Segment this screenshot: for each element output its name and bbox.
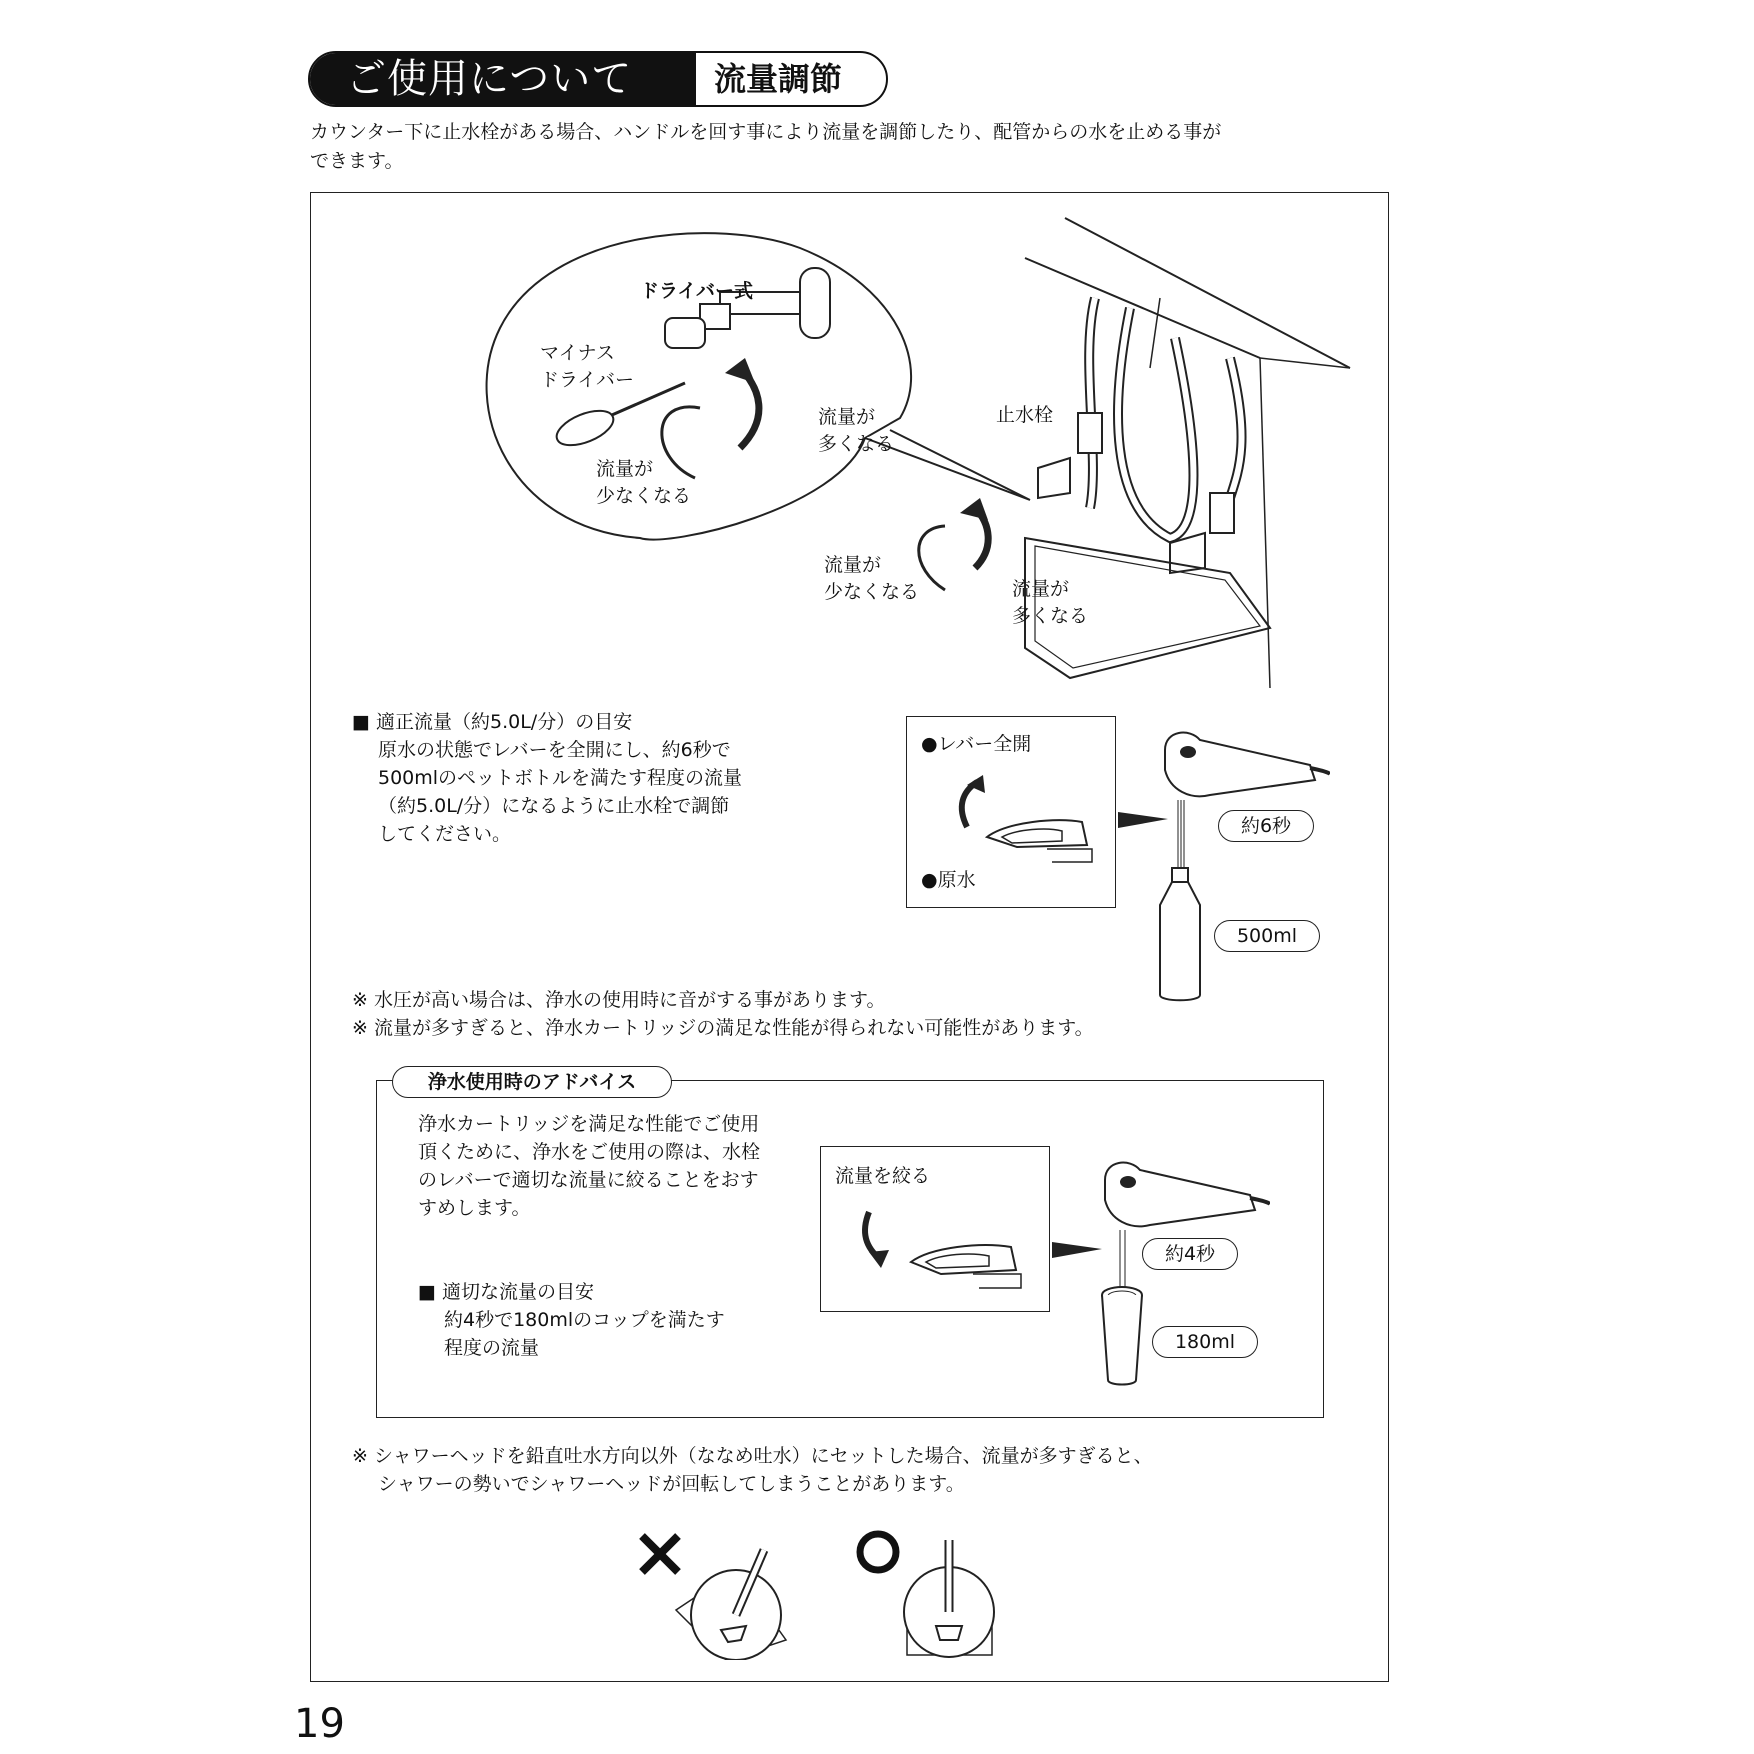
stop-valve-label: 止水栓 — [996, 404, 1054, 426]
intro-text — [310, 118, 1370, 176]
valve-less-line-2: 少なくなる — [824, 581, 920, 603]
volume-180ml-badge: 180ml — [1152, 1326, 1258, 1358]
page-title: ご使用について — [310, 53, 696, 105]
time-4s-badge: 約4秒 — [1142, 1238, 1238, 1270]
lever-full-label: ●レバー全開 — [921, 733, 1032, 755]
time-6s-badge: 約6秒 — [1218, 810, 1314, 842]
more-flow-line-1: 流量が — [818, 406, 876, 428]
proper-flow-line-4: してください。 — [378, 823, 512, 845]
advice-line-4: すめします。 — [418, 1197, 531, 1219]
advice-tab: 浄水使用時のアドバイス — [392, 1066, 672, 1098]
advice-sub-text — [418, 1278, 725, 1362]
correct-orientation-illustration — [852, 1520, 1012, 1660]
lever-up-illustration — [927, 767, 1107, 867]
wrong-orientation-illustration — [636, 1530, 806, 1660]
more-flow-line-2: 多くなる — [818, 433, 895, 455]
raw-water-label: ●原水 — [921, 869, 976, 891]
advice-sub-heading: ■ 適切な流量の目安 — [418, 1281, 594, 1303]
minus-driver-line-1: マイナス — [540, 342, 615, 364]
shower-note — [352, 1442, 1153, 1498]
advice-sub-line-1: 約4秒で180mlのコップを満たす — [444, 1309, 725, 1331]
less-flow-line-2: 少なくなる — [596, 485, 692, 507]
faucet-bottle-illustration — [1150, 720, 1330, 1010]
page-number: 19 — [294, 1701, 345, 1747]
section-title-bar — [308, 51, 888, 107]
note-1: ※ 水圧が高い場合は、浄水の使用時に音がする事があります。 — [352, 989, 886, 1011]
intro-line-1: カウンター下に止水栓がある場合、ハンドルを回す事により流量を調節したり、配管からの水を止める事が — [310, 121, 1222, 143]
less-flow-label — [596, 456, 691, 510]
page-subtitle: 流量調節 — [714, 60, 843, 98]
volume-500ml-badge: 500ml — [1214, 920, 1320, 952]
proper-flow-line-3: （約5.0L/分）になるように止水栓で調節 — [378, 795, 730, 817]
more-flow-label — [818, 404, 894, 458]
advice-line-1: 浄水カートリッジを満足な性能でご使用 — [418, 1113, 760, 1135]
proper-flow-line-1: 原水の状態でレバーを全開にし、約6秒で — [378, 739, 731, 761]
valve-more-flow-label — [1012, 576, 1088, 630]
advice-sub-line-2: 程度の流量 — [444, 1337, 540, 1359]
intro-line-2: できます。 — [310, 150, 404, 172]
lever-down-illustration — [841, 1202, 1041, 1302]
minus-driver-label — [540, 340, 634, 394]
valve-more-line-2: 多くなる — [1012, 605, 1089, 627]
advice-line-2: 頂くために、浄水をご使用の際は、水栓 — [418, 1141, 761, 1163]
advice-line-3: のレバーで適切な流量に絞ることをおす — [418, 1169, 759, 1191]
valve-less-line-1: 流量が — [824, 554, 882, 576]
lever-full-box — [906, 716, 1116, 908]
throttle-label: 流量を絞る — [835, 1165, 931, 1187]
proper-flow-heading: ■ 適正流量（約5.0L/分）の目安 — [352, 711, 633, 733]
shower-note-line-2: シャワーの勢いでシャワーヘッドが回転してしまうことがあります。 — [378, 1473, 965, 1495]
valve-more-line-1: 流量が — [1012, 578, 1070, 600]
throttle-box — [820, 1146, 1050, 1312]
screwdriver-type-label: ドライバー式 — [640, 280, 754, 302]
less-flow-line-1: 流量が — [596, 458, 654, 480]
note-2: ※ 流量が多すぎると、浄水カートリッジの満足な性能が得られない可能性があります。 — [352, 1017, 1094, 1039]
advice-text — [418, 1110, 760, 1222]
minus-driver-line-2: ドライバー — [540, 369, 635, 391]
valve-less-flow-label — [824, 552, 919, 606]
notes — [352, 986, 1094, 1042]
valve-illustration — [470, 208, 1390, 688]
proper-flow-line-2: 500mlのペットボトルを満たす程度の流量 — [378, 767, 743, 789]
proper-flow-text — [352, 708, 742, 848]
shower-note-line-1: ※ シャワーヘッドを鉛直吐水方向以外（ななめ吐水）にセットした場合、流量が多すぎると、 — [352, 1445, 1153, 1467]
